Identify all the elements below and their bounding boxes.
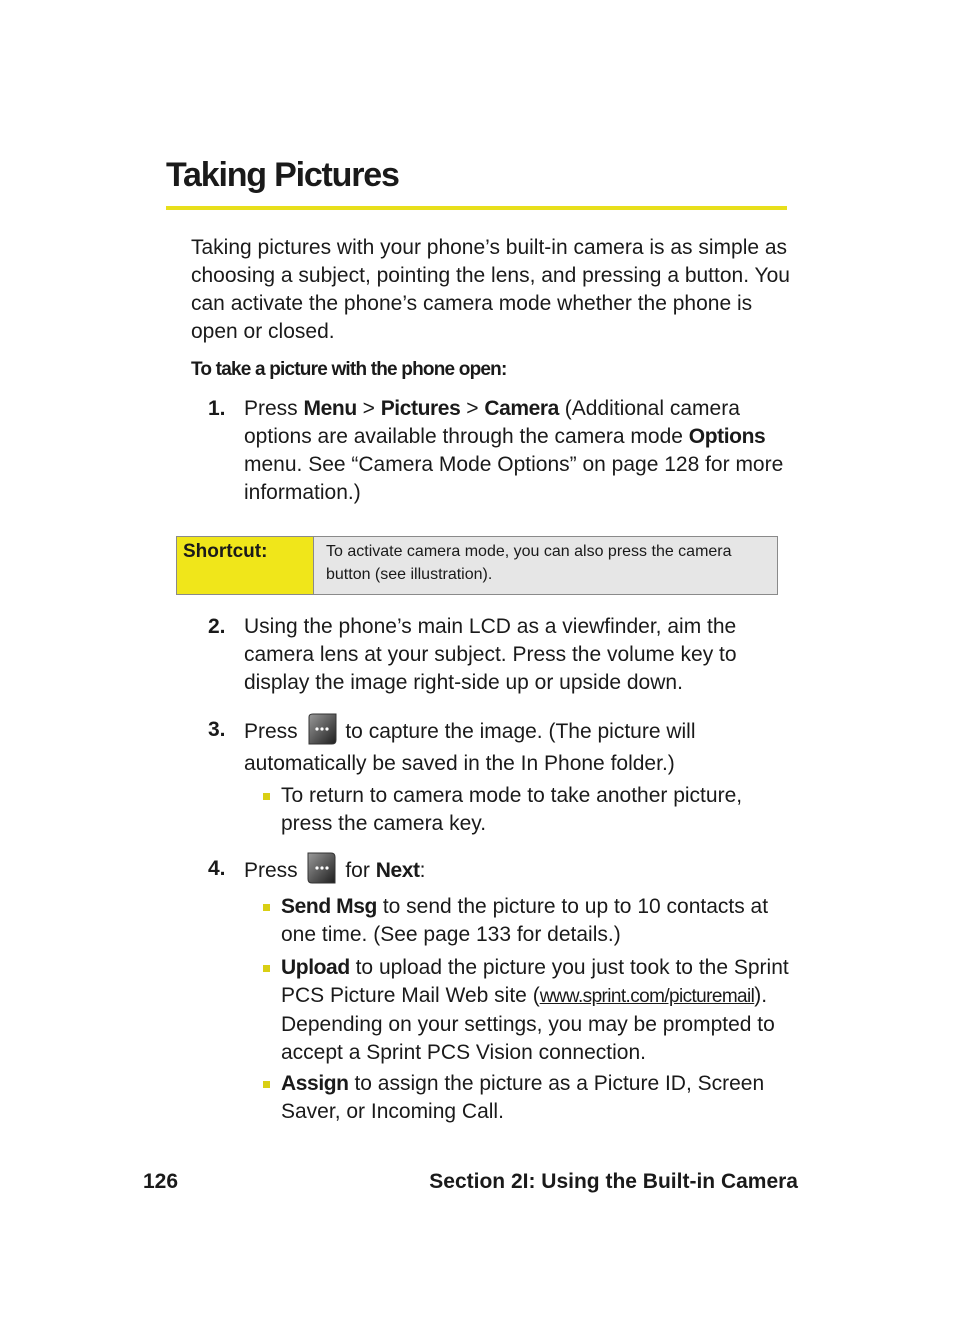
- options-term: Options: [688, 425, 766, 448]
- section-title: Section 2I: Using the Built-in Camera: [429, 1170, 798, 1193]
- procedure-heading: To take a picture with the phone open:: [191, 359, 507, 380]
- page-title: Taking Pictures: [166, 156, 399, 194]
- page-number: 126: [143, 1170, 179, 1193]
- step-number: 4.: [208, 857, 226, 880]
- upload-term: Upload: [281, 956, 350, 979]
- pictures-term: Pictures: [380, 397, 461, 420]
- send-msg-term: Send Msg: [281, 895, 377, 918]
- bullet-icon: [263, 1081, 270, 1088]
- bullet-icon: [263, 965, 270, 972]
- bullet-icon: [263, 904, 270, 911]
- bullet-icon: [263, 793, 270, 800]
- shortcut-label: Shortcut:: [177, 537, 314, 594]
- shortcut-text: To activate camera mode, you can also press the camera button (see illustration).: [314, 537, 777, 594]
- step-text: Press for Next:: [244, 855, 794, 887]
- step-text: Using the phone’s main LCD as a viewfinder, aim the camera lens at your subject. Press the volume key to display the image right-side up or upside down.: [244, 615, 737, 694]
- camera-term: Camera: [484, 397, 559, 420]
- step-number: 1.: [208, 397, 226, 420]
- intro-paragraph: Taking pictures with your phone’s built-in camera is as simple as choosing a subject, pointing the lens, and pressing a button. You can activate the phone’s camera mode whether the phone is open or closed.: [191, 236, 790, 343]
- next-term: Next: [375, 859, 420, 882]
- softkey-icon: [306, 852, 338, 884]
- step-text: Press to capture the image. (The picture will automatically be saved in the In Phone folder.): [244, 716, 794, 780]
- shortcut-note: [176, 536, 778, 595]
- step-number: 2.: [208, 615, 226, 638]
- softkey-icon: [306, 713, 338, 745]
- title-underline: [166, 206, 787, 210]
- picturemail-link[interactable]: www.sprint.com/picturemail: [539, 986, 755, 1007]
- assign-term: Assign: [281, 1072, 349, 1095]
- step-number: 3.: [208, 718, 226, 741]
- step-text: Press Menu > Pictures > Camera (Additional camera options are available through the camera mode Options menu. See “Camera Mode Options” on page 128 for more information.): [244, 397, 784, 504]
- menu-term: Menu: [303, 397, 357, 420]
